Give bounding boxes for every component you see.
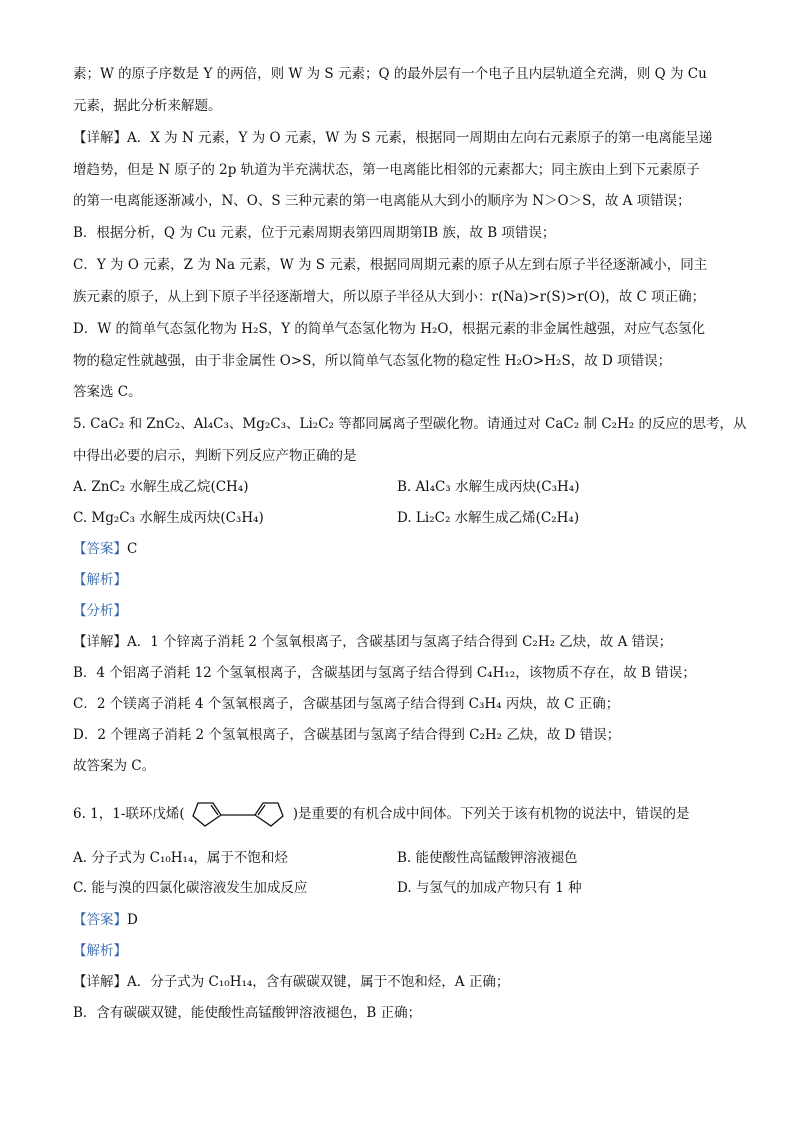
q5-options-row-2 [73,507,734,529]
q5-option-d: D. Li₂C₂ 水解生成乙烯(C₂H₄) [397,510,580,526]
q6-analysis-label: 【解析】 [73,943,127,959]
q4-final-answer: 答案选 C。 [73,384,142,400]
q5-detail-c: C．2 个镁离子消耗 4 个氢氧根离子，含碳基团与氢离子结合得到 C₃H₄ 丙炔，故 C 正确； [73,696,620,712]
bicyclopentenyl-structure-icon [185,799,293,831]
intro-line-1: 素；W 的原子序数是 Y 的两倍，则 W 为 S 元素；Q 的最外层有一个电子且内层轨道全充满，则 Q 为 Cu [73,66,707,82]
q6-stem-suffix: )是重要的有机合成中间体。下列关于该有机物的说法中，错误的是 [292,806,690,822]
detail-label: 【详解】 [73,130,127,146]
q4-detail-c-line-2: 族元素的原子，从上到下原子半径逐渐增大，所以原子半径从大到小：r(Na)>r(S)>r(O)，故 C 项正确； [73,289,706,305]
q6-option-d: D. 与氢气的加成产物只有 1 种 [397,880,582,896]
q6-options-row-1 [73,847,734,869]
q5-option-b: B. Al₄C₃ 水解生成丙炔(C₃H₄) [397,479,580,495]
detail-label: 【详解】 [73,974,127,990]
q5-final-answer: 故答案为 C。 [73,758,156,774]
q5-detail-a: 【详解】A．1 个锌离子消耗 2 个氢氧根离子，含碳基团与氢离子结合得到 C₂H₂ 乙炔，故 A 错误； [73,634,673,650]
q6-stem-prefix: 6. 1，1-联环戊烯( [73,806,185,822]
q6-option-b: B. 能使酸性高锰酸钾溶液褪色 [397,850,578,866]
q5-option-c: C. Mg₂C₃ 水解生成丙炔(C₃H₄) [73,510,264,526]
q5-option-a: A. ZnC₂ 水解生成乙烷(CH₄) [73,479,249,495]
q4-detail-a-line-3: 的第一电离能逐渐减小，N、O、S 三种元素的第一电离能从大到小的顺序为 N＞O＞S，故 A 项错误； [73,193,691,209]
q4-detail-b: B．根据分析，Q 为 Cu 元素，位于元素周期表第四周期第ⅠB 族，故 B 项错误； [73,225,556,241]
q5-detail-d: D．2 个锂离子消耗 2 个氢氧根离子，含碳基团与氢离子结合得到 C₂H₂ 乙炔，故 D 错误； [73,727,621,743]
q4-detail-a-line-2: 增趋势，但是 N 原子的 2p 轨道为半充满状态，第一电离能比相邻的元素都大；同主族由上到下元素原子 [73,162,700,178]
q6-detail-a: 【详解】A．分子式为 C₁₀H₁₄，含有碳碳双键，属于不饱和烃，A 正确； [73,974,510,990]
q4-detail-a-line-1: 【详解】A．X 为 N 元素，Y 为 O 元素，W 为 S 元素，根据同一周期由左向右元素原子的第一电离能呈递 [73,130,713,146]
q5-answer [73,538,734,560]
q4-detail-d-line-2: 物的稳定性就越强，由于非金属性 O>S，所以简单气态氢化物的稳定性 H₂O>H₂S，故 D 项错误； [73,353,672,369]
q6-stem [73,797,734,831]
q6-detail-b: B．含有碳碳双键，能使酸性高锰酸钾溶液褪色，B 正确； [73,1005,422,1021]
q6-option-c: C. 能与溴的四氯化碳溶液发生加成反应 [73,880,308,896]
q5-stem-line-2: 中得出必要的启示，判断下列反应产物正确的是 [73,448,357,464]
q5-stem-line-1: 5. CaC₂ 和 ZnC₂、Al₄C₃、Mg₂C₃、Li₂C₂ 等都同属离子型碳化物。请通过对 CaC₂ 制 C₂H₂ 的反应的思考，从 [73,416,747,432]
answer-value: D [127,912,138,928]
q5-analysis-label: 【解析】 [73,572,127,588]
answer-label: 【答案】 [73,912,127,928]
q5-detail-b: B．4 个铝离子消耗 12 个氢氧根离子，含碳基团与氢离子结合得到 C₄H₁₂，该物质不存在，故 B 错误； [73,665,696,681]
answer-value: C [127,541,138,557]
detail-label: 【详解】 [73,634,127,650]
q6-option-a: A. 分子式为 C₁₀H₁₄，属于不饱和烃 [73,850,288,866]
q6-answer [73,909,734,931]
q5-options-row-1 [73,476,734,498]
answer-label: 【答案】 [73,541,127,557]
q4-detail-c-line-1: C．Y 为 O 元素，Z 为 Na 元素，W 为 S 元素，根据同周期元素的原子从左到右原子半径逐渐减小，同主 [73,257,708,273]
q5-fenxi-label: 【分析】 [73,603,127,619]
q6-options-row-2 [73,877,734,899]
intro-line-2: 元素，据此分析来解题。 [73,98,222,114]
q4-detail-d-line-1: D．W 的简单气态氢化物为 H₂S，Y 的简单气态氢化物为 H₂O，根据元素的非金属性越强，对应气态氢化 [73,321,705,337]
